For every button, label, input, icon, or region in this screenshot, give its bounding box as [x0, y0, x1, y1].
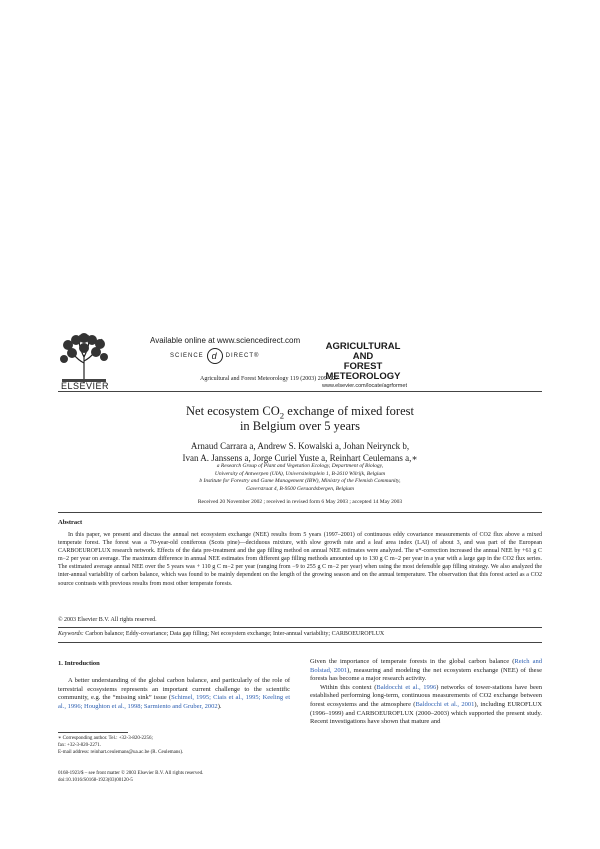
- intro-para1-a: A better understanding of the global carbon balance, and particularly of the role of terrestrial ecosystems represents an important current challenge to the scientific community, e.g. the “missing sink” issue (: [58, 677, 290, 702]
- intro-right-column: [310, 658, 542, 727]
- intro-right-b: ), measuring and modeling the net ecosystem exchange (NEE) of these forests has become a major research activity.: [310, 666, 542, 683]
- received-dates: Received 20 November 2002 ; received in revised form 6 May 2003 ; accepted 14 May 2003: [197, 499, 403, 505]
- authors-line1: Arnaud Carrara a, Andrew S. Kowalski a, Johan Neirynck b,: [190, 441, 410, 451]
- keywords-bottom-divider: [58, 642, 542, 643]
- intro-para1-b: ).: [217, 702, 222, 710]
- intro-right-e: ), including EUROFLUX (1996–1999) and CARBOEUROFLUX (2000–2003) which supported the present study. Recent investigations have shown that mature and: [310, 700, 543, 726]
- publisher-name: ELSEVIER: [60, 381, 110, 391]
- issn-line: 0168-1923/$ – see front matter © 2003 Elsevier B.V. All rights reserved.: [58, 771, 204, 776]
- abstract-text: In this paper, we present and discuss the annual net ecosystem exchange (NEE) results from 5 years (1997–2001) of continuous eddy covariance measurements of CO2 flux above a mixed temperate forest. The forest was a 70-year-old coniferous (Scots pine)—deciduous mixture, with slow growth rate and a leaf area index (LAI) of about 3, and was part of the European CARBOEUROFLUX research network. Effects of the data pre-treatment and the gap filling method on annual NEE estimates were analyzed. The u*-correction increased the annual NEE by +61 g C m−2 per year on average. The maximum difference in annual NEE estimates from different gap filling methods amounted up to 130 g C m−2 per year in a year with a large gap in the CO2 flux series. The estimated average annual NEE over the 5 years was + 110 g C m−2 per year (ranging from −9 to 255 g C m−2 per year) when using the most defensible gap filling strategy. We also analyzed the inter-annual variability of carbon balance, which was found to be mainly dependent on the length of the growing season and on the annual temperature. The observation that this forest acted as a CO2 source contrasts with previous results from most other temperate forests.: [58, 532, 542, 587]
- reference-link[interactable]: Schimel, 1995; Ciais et al., 1995; Keeling et al., 1996; Houghton et al., 1998; Sarmiento and Gruber, 2002: [58, 694, 290, 710]
- footnote-line2: fax: +32-3-820-2271.: [58, 743, 102, 748]
- footnote-line1: ∗ Corresponding author. Tel.: +32-3-820-2256;: [58, 736, 153, 741]
- journal-citation: Agricultural and Forest Meteorology 119 (2003) 209–227: [200, 376, 339, 382]
- section-heading-introduction: 1. Introduction: [58, 660, 100, 667]
- affiliation-a-line1: a Research Group of Plant and Vegetation Ecology, Department of Biology,: [216, 463, 384, 469]
- abstract-heading: Abstract: [58, 519, 83, 526]
- journal-title-line: AGRICULTURAL: [325, 341, 401, 352]
- affiliation-b-line2: Gaverstraat 4, B-9500 Geraardsbergen, Belgium: [245, 485, 355, 492]
- available-online-text: Available online at www.sciencedirect.com: [150, 336, 301, 345]
- sciencedirect-right-text: DIRECT®: [225, 353, 260, 359]
- journal-title-line: METEOROLOGY: [325, 371, 401, 382]
- title-line1-pre: Net ecosystem CO: [186, 404, 280, 418]
- keywords-list: Carbon balance; Eddy-covariance; Data gap filling; Net ecosystem exchange; Inter-annual variability; CARBOEUROFLUX: [83, 631, 385, 637]
- keywords-top-divider: [58, 627, 542, 628]
- front-matter-info: [58, 770, 203, 784]
- footnote-line3: E-mail address: reinhart.ceulemans@ua.ac.be (R. Ceulemans).: [58, 750, 184, 755]
- copyright-notice: © 2003 Elsevier B.V. All rights reserved.: [58, 617, 157, 623]
- doi-line: doi:10.1016/S0168-1923(03)00120-5: [58, 778, 133, 783]
- title-line2: in Belgium over 5 years: [239, 419, 361, 433]
- authors-line2: Ivan A. Janssens a, Jorge Curiel Yuste a, Reinhart Ceulemans a,∗: [182, 453, 418, 463]
- intro-right-c: Within this context (: [320, 683, 377, 691]
- intro-right-a: Given the importance of temperate forests in the global carbon balance (: [310, 658, 515, 665]
- intro-left-column: [58, 677, 290, 711]
- abstract-top-divider: [58, 512, 542, 513]
- reference-link[interactable]: Baldocchi et al., 1996: [376, 683, 437, 691]
- author-list: [0, 440, 600, 464]
- reference-link[interactable]: Reich and Bolstad, 2001: [310, 658, 542, 674]
- journal-url-link[interactable]: www.elsevier.com/locate/agrformet: [322, 383, 407, 389]
- reference-link[interactable]: Baldocchi et al., 2001: [415, 700, 475, 708]
- affiliation-a-line2: University of Antwerpen (UIA), Universiteitsplein 1, B-2610 Wilrijk, Belgium: [214, 470, 386, 477]
- sciencedirect-d-icon: d: [207, 348, 223, 364]
- affiliation-b-line1: b Institute for Forestry and Game Management (IBW), Ministry of the Flemish Community,: [199, 478, 401, 484]
- journal-title-line: AND: [352, 351, 374, 362]
- header-divider: [58, 391, 542, 392]
- footnote-divider: [58, 732, 128, 733]
- intro-right-d: ) networks of tower-stations have been established performing long-term, continuous measurements of CO2 exchange between forest ecosystems and the atmosphere (: [310, 683, 542, 708]
- elsevier-tree-logo-icon: [58, 333, 110, 385]
- sciencedirect-logo: [170, 348, 259, 364]
- title-line1-post: exchange of mixed forest: [284, 404, 414, 418]
- journal-title-line: FOREST: [343, 361, 383, 372]
- keywords: [58, 631, 384, 637]
- keywords-label: Keywords:: [58, 631, 84, 637]
- corresponding-author-footnote: [58, 735, 290, 756]
- title-line1-sub: 2: [279, 410, 285, 421]
- affiliations: [0, 463, 600, 493]
- journal-title-logo: [323, 342, 403, 382]
- article-title: [0, 404, 600, 434]
- sciencedirect-left-text: SCIENCE: [170, 353, 204, 359]
